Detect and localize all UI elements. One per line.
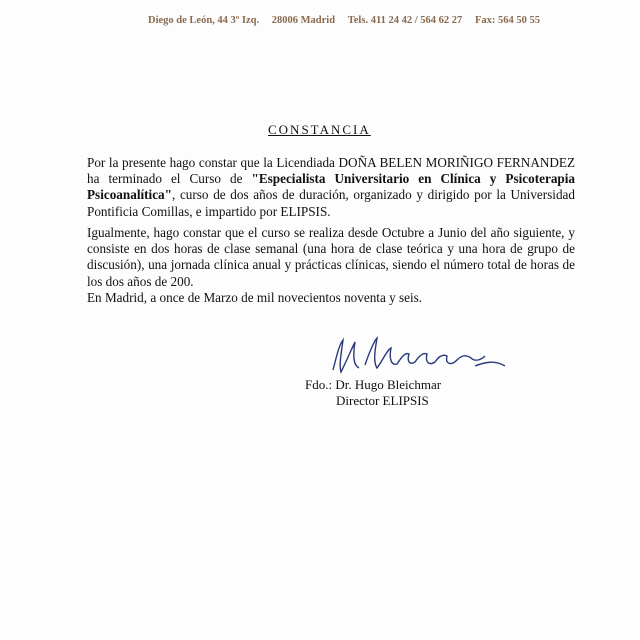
paragraph-2 (87, 225, 575, 290)
course-name: "Especialista Universitario en Clínica y Psicoterapia (251, 171, 575, 187)
text-line (87, 187, 575, 203)
signer-name: Fdo.: Dr. Hugo Bleichmar (305, 377, 442, 392)
document-title: CONSTANCIA (268, 122, 371, 137)
letterhead-fax: Fax: 564 50 55 (474, 15, 540, 26)
text-line: los dos años de 200. (87, 273, 194, 289)
text-span: ha terminado el Curso de (87, 171, 252, 187)
signature-block (305, 377, 441, 409)
handwritten-signature (325, 330, 520, 380)
course-name: Psicoanalítica" (87, 187, 172, 203)
text-line (87, 171, 575, 187)
letterhead-phones: Tels. 411 24 42 / 564 62 27 (347, 15, 463, 26)
text-line: Pontificia Comillas, e impartido por ELIPSIS. (87, 203, 331, 219)
letterhead-address: Diego de León, 44 3º Izq. (148, 15, 260, 26)
signer-role: Director ELIPSIS (336, 393, 429, 408)
text-span: , curso de dos años de duración, organizado y dirigido por la Universidad (171, 187, 575, 203)
paragraph-3 (87, 290, 575, 306)
text-line: Por la presente hago constar que la Licendiada DOÑA BELEN MORIÑIGO FERNANDEZ (87, 155, 575, 170)
letterhead (148, 15, 540, 26)
text-line: discusión), una jornada clínica anual y prácticas clínicas, siendo el número total de horas de (87, 257, 575, 273)
text-line: Igualmente, hago constar que el curso se realiza desde Octubre a Junio del año siguiente, y (87, 225, 575, 240)
letterhead-city: 28006 Madrid (271, 15, 336, 26)
text-line: consiste en dos horas de clase semanal (una hora de clase teórica y una hora de grupo de (87, 241, 575, 257)
text-line: En Madrid, a once de Marzo de mil novecientos noventa y seis. (87, 290, 423, 305)
paragraph-1 (87, 155, 575, 220)
